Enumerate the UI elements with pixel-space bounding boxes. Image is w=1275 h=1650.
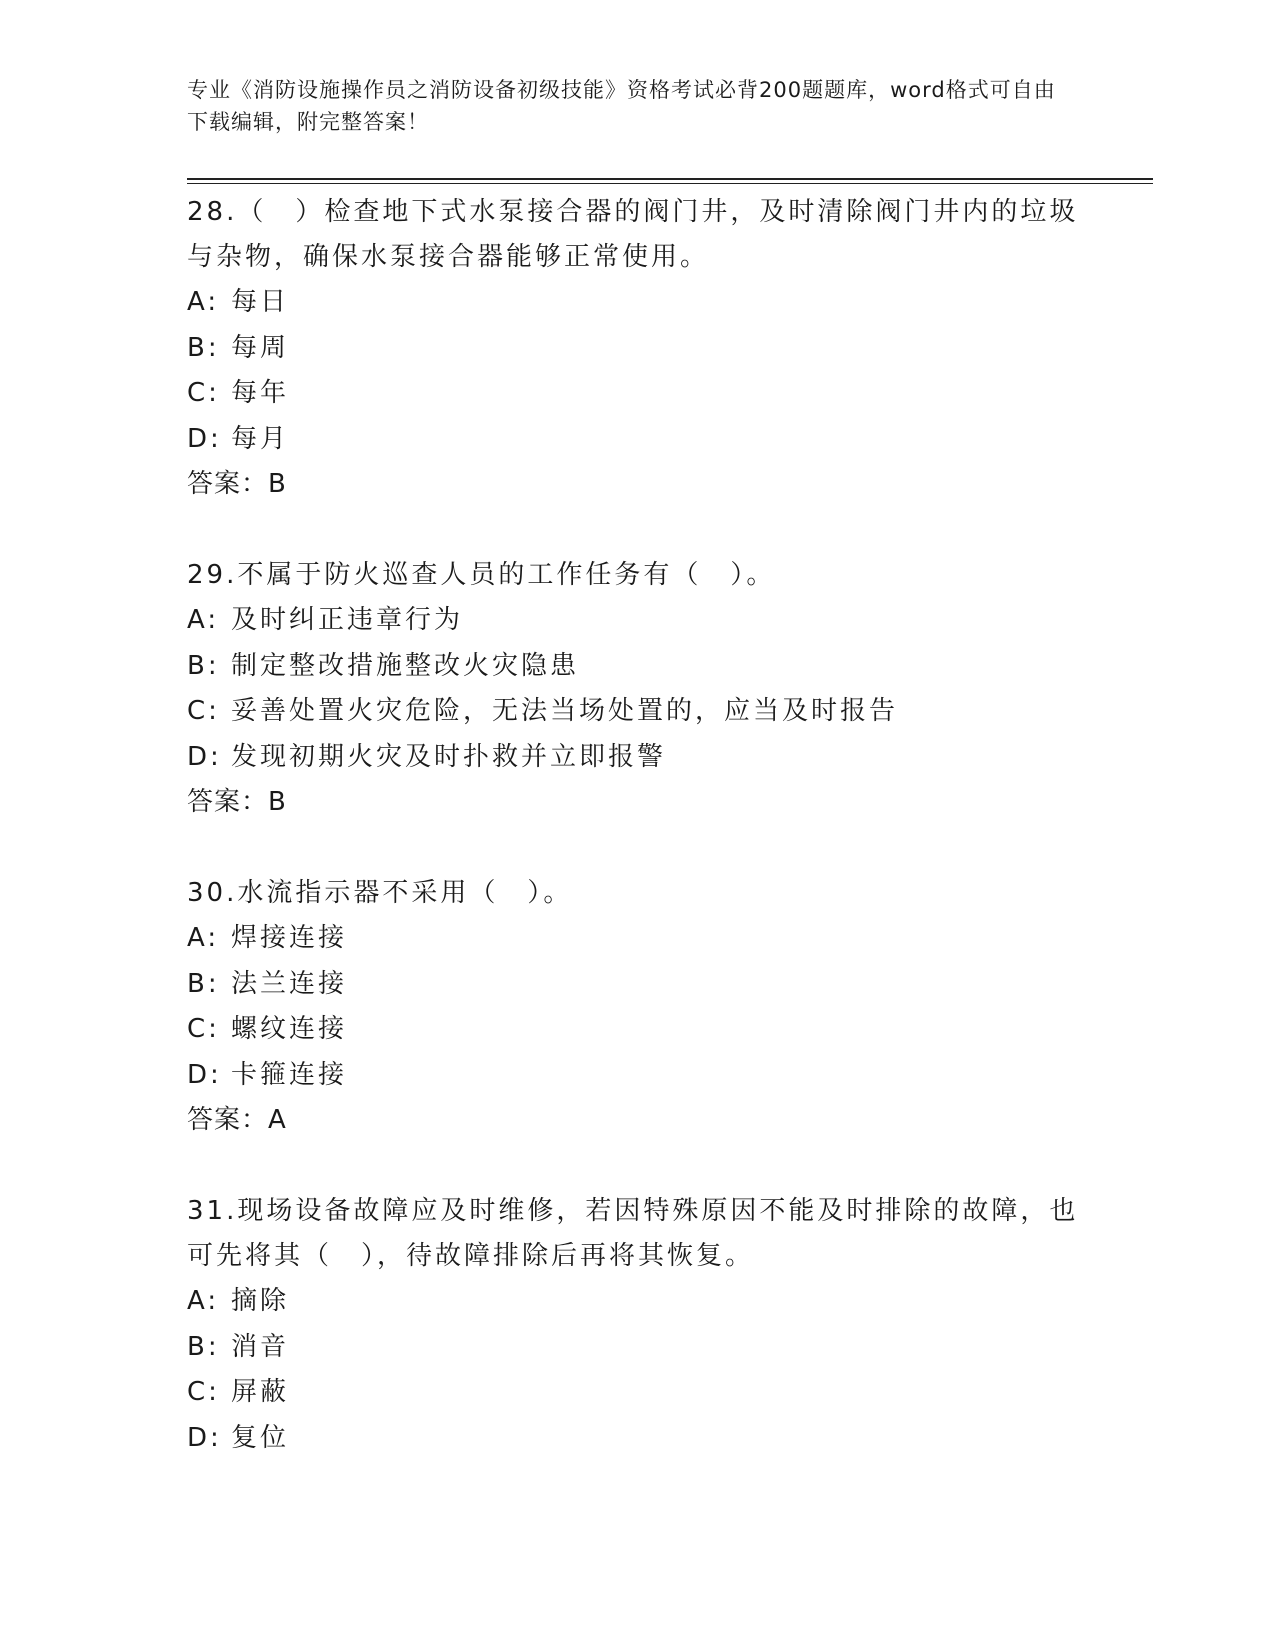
option-c: [187, 1007, 1087, 1053]
option-text: 发现初期火灾及时扑救并立即报警: [231, 741, 667, 772]
option-key: D:: [187, 423, 222, 454]
option-a: [187, 916, 1087, 962]
option-key: D:: [187, 1422, 222, 1453]
question-stem: 30.水流指示器不采用（ ）。: [187, 878, 573, 908]
option-c: [187, 371, 1087, 417]
question-31: [187, 1189, 1087, 1461]
header-divider-thin: [187, 183, 1153, 184]
answer-line: 答案：A: [187, 1105, 287, 1135]
option-b: [187, 1325, 1087, 1371]
question-stem: 29.不属于防火巡查人员的工作任务有（ ）。: [187, 560, 776, 590]
option-key: B:: [187, 332, 220, 363]
option-d: [187, 735, 1087, 781]
option-text: 消音: [231, 1331, 290, 1362]
option-key: A:: [187, 1286, 220, 1316]
option-b: [187, 644, 1087, 690]
option-text: 屏蔽: [231, 1377, 290, 1407]
option-text: 焊接连接: [231, 923, 348, 953]
option-key: D:: [187, 1059, 222, 1090]
question-28: [187, 190, 1087, 507]
option-c: [187, 689, 1087, 735]
option-key: C:: [187, 1377, 220, 1407]
answer-line: 答案：B: [187, 469, 287, 499]
option-text: 每月: [231, 423, 290, 454]
question-29: [187, 553, 1087, 825]
document-header: 专业《消防设施操作员之消防设备初级技能》资格考试必背200题题库，word格式可自由下载编辑，附完整答案！: [187, 78, 1056, 134]
option-text: 制定整改措施整改火灾隐患: [231, 650, 580, 681]
question-30: [187, 871, 1087, 1143]
option-d: [187, 1053, 1087, 1099]
option-text: 每周: [231, 332, 290, 363]
option-key: A:: [187, 287, 220, 317]
option-text: 复位: [231, 1422, 290, 1453]
option-key: C:: [187, 696, 220, 726]
option-b: [187, 962, 1087, 1008]
option-text: 摘除: [231, 1286, 290, 1316]
option-text: 每年: [231, 378, 290, 408]
option-a: [187, 598, 1087, 644]
option-text: 每日: [231, 287, 290, 317]
option-key: B:: [187, 1331, 220, 1362]
option-key: C:: [187, 1014, 220, 1044]
option-key: A:: [187, 605, 220, 635]
option-text: 螺纹连接: [231, 1014, 348, 1044]
option-a: [187, 1279, 1087, 1325]
answer-line: 答案：B: [187, 787, 287, 817]
question-list: [187, 190, 1087, 1507]
option-key: D:: [187, 741, 222, 772]
header-divider-thick: [187, 178, 1153, 180]
option-d: [187, 1416, 1087, 1462]
option-text: 卡箍连接: [231, 1059, 348, 1090]
option-key: C:: [187, 378, 220, 408]
question-stem: 31.现场设备故障应及时维修，若因特殊原因不能及时排除的故障，也可先将其（ ），待故障排除后再将其恢复。: [187, 1196, 1079, 1271]
option-text: 及时纠正违章行为: [231, 605, 464, 635]
option-text: 妥善处置火灾危险，无法当场处置的，应当及时报告: [231, 696, 899, 726]
option-key: B:: [187, 650, 220, 681]
option-b: [187, 326, 1087, 372]
option-a: [187, 280, 1087, 326]
option-key: B:: [187, 968, 220, 999]
question-stem: 28.（ ）检查地下式水泵接合器的阀门井，及时清除阀门井内的垃圾与杂物，确保水泵接合器能够正常使用。: [187, 197, 1079, 272]
option-key: A:: [187, 923, 220, 953]
option-d: [187, 417, 1087, 463]
option-text: 法兰连接: [231, 968, 348, 999]
option-c: [187, 1370, 1087, 1416]
